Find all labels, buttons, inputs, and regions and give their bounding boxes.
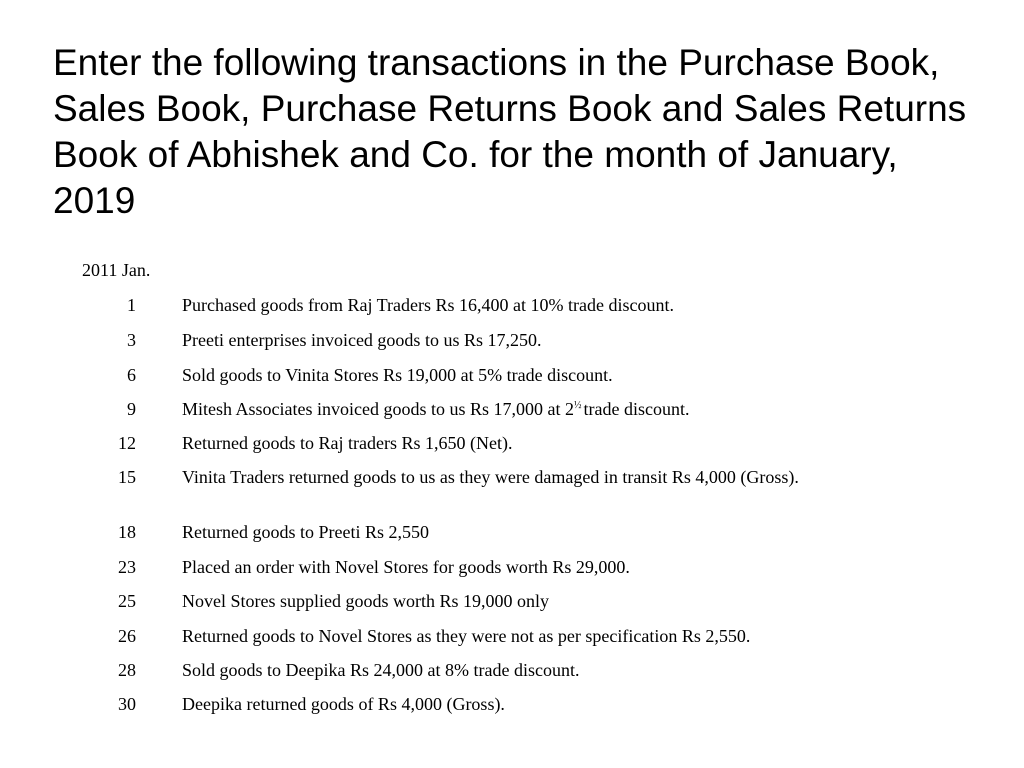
transaction-day: 15 — [118, 467, 136, 487]
transaction-text: Returned goods to Raj traders Rs 1,650 (Net). — [182, 433, 513, 453]
transaction-text: Preeti enterprises invoiced goods to us Rs 17,250. — [182, 330, 542, 350]
transaction-day: 3 — [127, 330, 136, 350]
transaction-day: 12 — [118, 433, 136, 453]
transaction-day: 9 — [127, 399, 136, 419]
transaction-text: Returned goods to Novel Stores as they were not as per specification Rs 2,550. — [182, 626, 751, 646]
transaction-day: 6 — [127, 365, 136, 385]
transaction-text: Returned goods to Preeti Rs 2,550 — [182, 522, 429, 542]
transaction-text — [182, 397, 912, 421]
transaction-text: Deepika returned goods of Rs 4,000 (Gross). — [182, 694, 505, 714]
transaction-text: Purchased goods from Raj Traders Rs 16,400 at 10% trade discount. — [182, 295, 674, 315]
transaction-text: Sold goods to Vinita Stores Rs 19,000 at 5% trade discount. — [182, 365, 613, 385]
transaction-day: 1 — [127, 295, 136, 315]
transaction-day: 26 — [118, 626, 136, 646]
slide-title: Enter the following transactions in the Purchase Book, Sales Book, Purchase Returns Book and Sales Returns Book of Abhishek and Co. for the month of January, 2019 — [53, 42, 967, 221]
transaction-day: 23 — [118, 557, 136, 577]
transaction-text-before: Mitesh Associates invoiced goods to us Rs 17,000 at 2 — [182, 399, 574, 419]
transaction-day: 25 — [118, 591, 136, 611]
transaction-text: Placed an order with Novel Stores for goods worth Rs 29,000. — [182, 557, 630, 577]
transaction-day: 28 — [118, 660, 136, 680]
transaction-text-after: trade discount. — [583, 399, 690, 419]
transaction-text: Sold goods to Deepika Rs 24,000 at 8% trade discount. — [182, 660, 580, 680]
transaction-day: 18 — [118, 522, 136, 542]
date-heading: 2011 Jan. — [82, 260, 151, 280]
transaction-day: 30 — [118, 694, 136, 714]
fraction-half: ½ — [573, 400, 582, 411]
transaction-text: Vinita Traders returned goods to us as they were damaged in transit Rs 4,000 (Gross). — [182, 467, 799, 487]
transaction-text: Novel Stores supplied goods worth Rs 19,000 only — [182, 591, 549, 611]
